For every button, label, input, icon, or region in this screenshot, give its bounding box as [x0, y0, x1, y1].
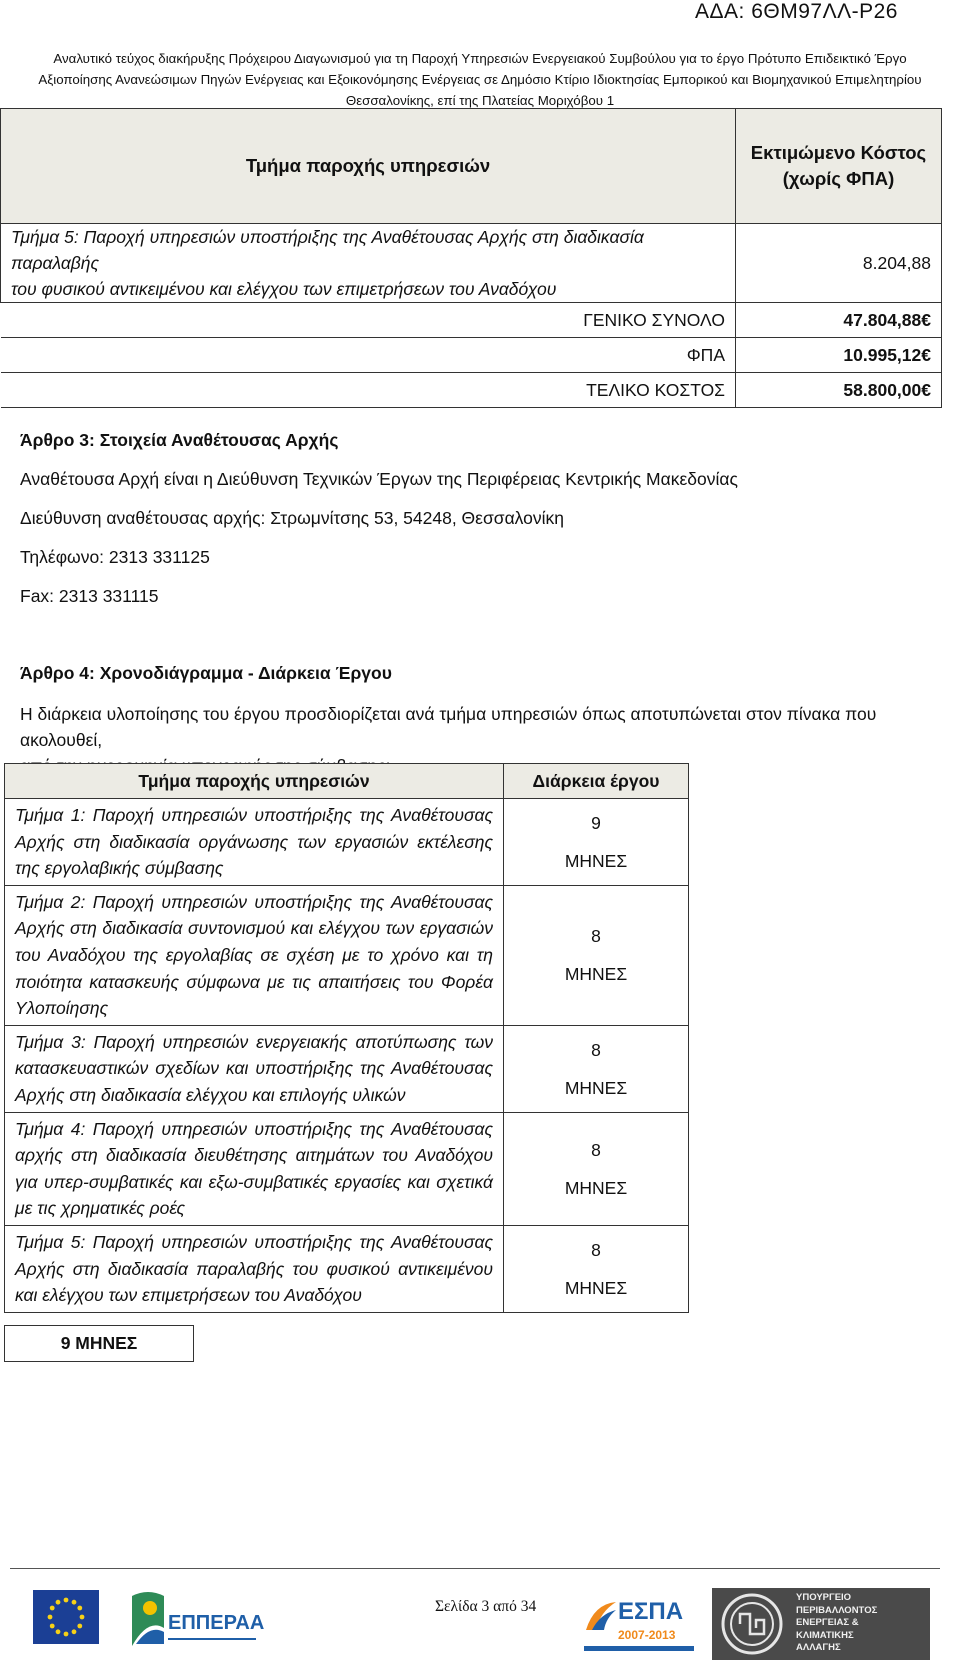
schedule-total-duration: 9 ΜΗΝΕΣ	[4, 1325, 194, 1362]
total-row-general	[1, 303, 942, 338]
table-row	[1, 224, 942, 303]
duration-unit: ΜΗΝΕΣ	[564, 1177, 628, 1198]
article3-line: Διεύθυνση αναθέτουσας αρχής: Στρωμνίτσης 53, 54248, Θεσσαλονίκη	[20, 508, 565, 528]
total-row-vat	[1, 338, 942, 373]
ministry-line: ΚΛΙΜΑΤΙΚΗΣ	[796, 1629, 854, 1641]
espa-logo-years: 2007-2013	[618, 1628, 676, 1642]
schedule-row-description: Τμήμα 2: Παροχή υπηρεσιών υποστήριξης της Αναθέτουσας Αρχής στη διαδικασία συντονισμού και ελέγχου των εργασιών του Αναδόχου της εργολαβίας σε σχέση με το χρόνο και τη ποιότητα κατασκευής σύμφωνα με τις απαιτήσεις του Φορέα Υλοποίησης	[5, 885, 504, 1025]
article3-title: Άρθρο 3: Στοιχεία Αναθέτουσας Αρχής	[20, 430, 339, 450]
schedule-row-duration	[504, 799, 689, 886]
epperaa-logo-text: ΕΠΠΕΡΑΑ	[168, 1612, 265, 1634]
document-title-line: Αναλυτικό τεύχος διακήρυξης Πρόχειρου Διαγωνισμού για τη Παροχή Υπηρεσιών Ενεργειακού Συμβούλου για το έργο Πρότυπο Επιδεικτικό Έργο	[53, 51, 907, 66]
schedule-row-description: Τμήμα 3: Παροχή υπηρεσιών ενεργειακής αποτύπωσης των κατασκευαστικών σχεδίων και υποστήριξης της Αναθέτουσας Αρχής στη διαδικασία ελέγχου και επιλογής υλικών	[5, 1025, 504, 1112]
schedule-col-duration-header: Διάρκεια έργου	[504, 764, 689, 799]
schedule-header	[5, 764, 689, 799]
article3-line: Αναθέτουσα Αρχή είναι η Διεύθυνση Τεχνικών Έργων της Περιφέρειας Κεντρικής Μακεδονίας	[20, 469, 738, 489]
cost-row-desc-line: του φυσικού αντικειμένου και ελέγχου των επιμετρήσεων του Αναδόχου	[11, 279, 557, 299]
document-title-line: Αξιοποίησης Ανανεώσιμων Πηγών Ενέργειας και Εξοικονόμησης Ενέργειας σε Δημόσιο Κτίριο Ιδιοκτησίας Εμπορικού και Βιομηχανικού Επιμελητηρίου	[38, 72, 922, 87]
article3-line: Fax: 2313 331115	[20, 586, 159, 606]
total-row-final	[1, 373, 942, 408]
table-row	[5, 1025, 689, 1112]
total-amount: 10.995,12€	[736, 338, 942, 373]
duration-number: 8	[591, 926, 601, 947]
duration-unit: ΜΗΝΕΣ	[564, 1077, 628, 1098]
total-label: ΓΕΝΙΚΟ ΣΥΝΟΛΟ	[1, 303, 736, 338]
cost-table	[0, 108, 942, 408]
ministry-logo-text	[796, 1592, 877, 1655]
cost-col-section-header: Τμήμα παροχής υπηρεσιών	[1, 109, 736, 224]
espa-logo-strip	[584, 1646, 694, 1651]
cost-col-cost-line1: Εκτιμώμενο Κόστος	[750, 142, 927, 163]
ministry-line: ΥΠΟΥΡΓΕΙΟ	[796, 1592, 852, 1603]
eu-flag-logo	[33, 1590, 99, 1644]
schedule-row-description: Τμήμα 1: Παροχή υπηρεσιών υποστήριξης της Αναθέτουσας Αρχής στη διαδικασία οργάνωσης των εργασιών εκτέλεσης της εργολαβικής σύμβασης	[5, 799, 504, 886]
schedule-row-description: Τμήμα 5: Παροχή υπηρεσιών υποστήριξης της Αναθέτουσας Αρχής στη διαδικασία παραλαβής του φυσικού αντικειμένου και ελέγχου των επιμετρήσεων του Αναδόχου	[5, 1225, 504, 1312]
footer-divider	[10, 1568, 940, 1569]
schedule-row-duration	[504, 1225, 689, 1312]
cost-col-cost-line2: (χωρίς ΦΠΑ)	[782, 168, 895, 189]
espa-swoosh-icon	[584, 1600, 618, 1632]
epperaa-logo-underline	[168, 1638, 256, 1640]
ada-code: ΑΔΑ: 6ΘΜ97ΛΛ-Ρ26	[695, 0, 898, 23]
duration-unit: ΜΗΝΕΣ	[564, 964, 628, 985]
duration-unit: ΜΗΝΕΣ	[564, 850, 628, 871]
duration-unit: ΜΗΝΕΣ	[564, 1277, 628, 1298]
duration-number: 8	[591, 1139, 601, 1160]
cost-row-value: 8.204,88	[736, 224, 942, 303]
duration-number: 8	[591, 1239, 601, 1260]
table-row	[5, 885, 689, 1025]
espa-logo-text: ΕΣΠΑ	[618, 1598, 684, 1625]
ministry-line: ΕΝΕΡΓΕΙΑΣ &	[796, 1617, 859, 1628]
schedule-col-section-header: Τμήμα παροχής υπηρεσιών	[5, 764, 504, 799]
ministry-emblem-icon	[720, 1592, 784, 1656]
epperaa-logo	[128, 1588, 265, 1648]
schedule-table	[4, 763, 689, 1313]
espa-logo	[584, 1598, 698, 1654]
document-title	[20, 48, 940, 111]
article4-title: Άρθρο 4: Χρονοδιάγραμμα - Διάρκεια Έργου	[20, 663, 392, 683]
table-row	[5, 1225, 689, 1312]
cost-row-desc-line: Τμήμα 5: Παροχή υπηρεσιών υποστήριξης της Αναθέτουσας Αρχής στη διαδικασία παραλαβής	[11, 227, 644, 273]
ministry-line: ΠΕΡΙΒΑΛΛΟΝΤΟΣ	[796, 1604, 878, 1616]
cost-col-cost-header	[736, 109, 942, 224]
cost-row-description	[1, 224, 736, 303]
total-label: ΦΠΑ	[1, 338, 736, 373]
duration-number: 8	[591, 1039, 601, 1060]
cost-table-header	[1, 109, 942, 224]
schedule-row-description: Τμήμα 4: Παροχή υπηρεσιών υποστήριξης της Αναθέτουσας αρχής στη διαδικασία διευθέτησης αιτημάτων του Αναδόχου για υπερ-συμβατικές και εξω-συμβατικές εργασίες και σχετικά με τις χρηματικές ροές	[5, 1112, 504, 1225]
table-row	[5, 799, 689, 886]
schedule-row-duration	[504, 885, 689, 1025]
ministry-line: ΑΛΛΑΓΗΣ	[796, 1642, 841, 1653]
total-label: ΤΕΛΙΚΟ ΚΟΣΤΟΣ	[1, 373, 736, 408]
duration-number: 9	[591, 812, 601, 833]
article3-line: Τηλέφωνο: 2313 331125	[20, 547, 210, 567]
total-amount: 47.804,88€	[736, 303, 942, 338]
total-amount: 58.800,00€	[736, 373, 942, 408]
table-row	[5, 1112, 689, 1225]
epperaa-emblem-icon	[128, 1588, 168, 1648]
page-number: Σελίδα 3 από 34	[435, 1598, 537, 1615]
schedule-row-duration	[504, 1025, 689, 1112]
article4-intro-line: Η διάρκεια υλοποίησης του έργου προσδιορίζεται ανά τμήμα υπηρεσιών όπως αποτυπώνεται στον πίνακα που ακολουθεί,	[20, 704, 877, 750]
ministry-logo	[712, 1588, 930, 1660]
schedule-row-duration	[504, 1112, 689, 1225]
document-title-line: Θεσσαλονίκης, επί της Πλατείας Μοριχόβου 1	[345, 93, 615, 108]
